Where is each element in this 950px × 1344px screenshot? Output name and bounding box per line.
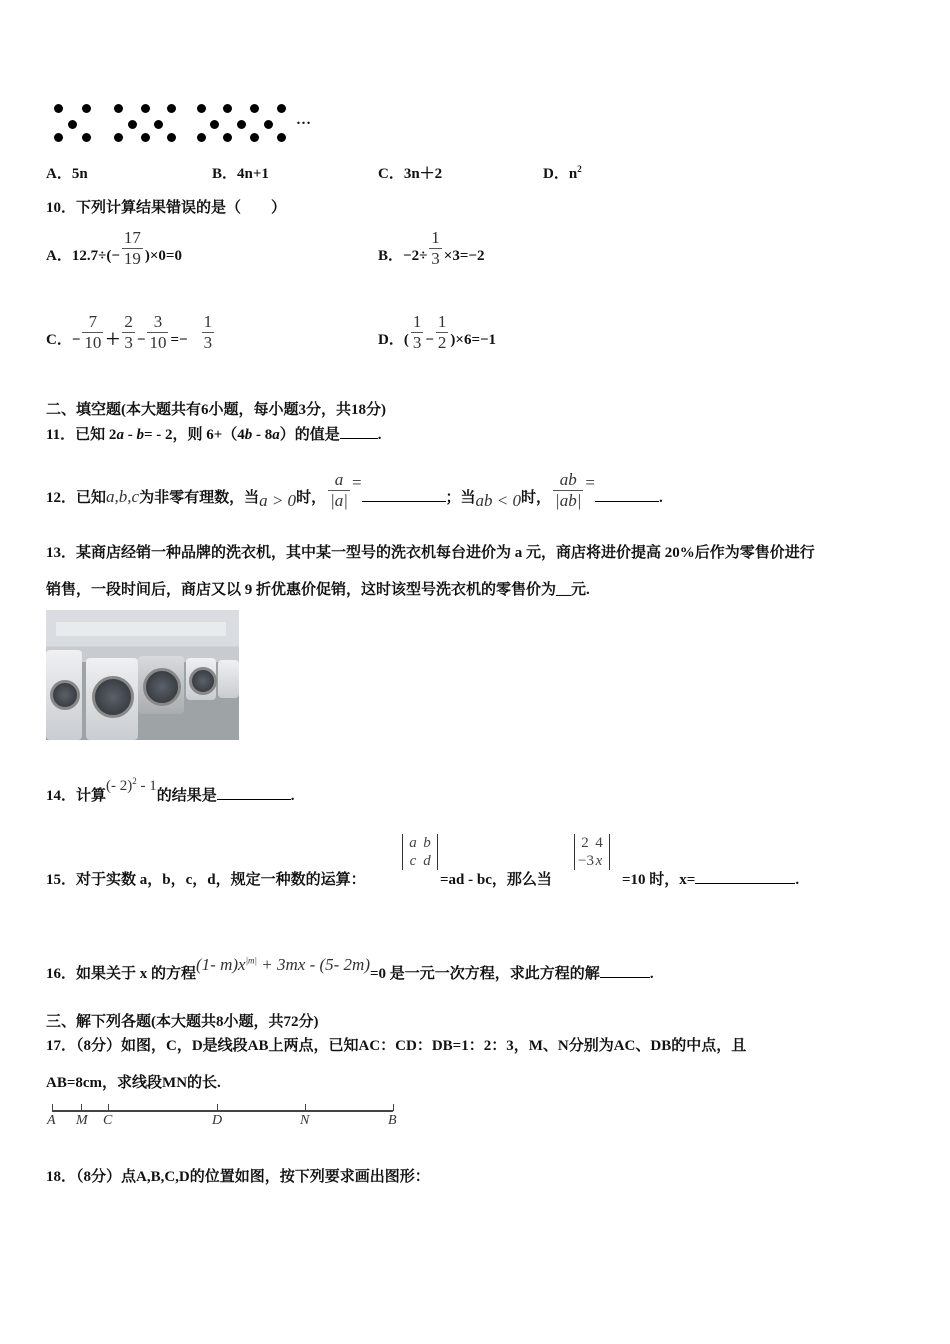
dot — [141, 133, 150, 142]
tick — [52, 1104, 53, 1111]
text: ＋ — [105, 331, 121, 348]
ellipsis: … — [296, 112, 311, 128]
q17-line2: AB=8cm，求线段MN的长. — [46, 1075, 221, 1091]
option-d-text: D．n — [543, 166, 578, 182]
q10-stem: 10．下列计算结果错误的是（ ） — [46, 200, 287, 216]
text: )×0=0 — [144, 247, 182, 264]
text: ）的值是 — [279, 427, 340, 443]
dot — [277, 104, 286, 113]
door — [143, 668, 181, 706]
cell: d — [423, 853, 431, 869]
text: =− — [170, 331, 188, 348]
dot — [250, 104, 259, 113]
expr: (1- m)x — [196, 955, 246, 974]
store-sign — [56, 622, 226, 636]
q15-mid: =ad - bc，那么当 — [440, 872, 552, 888]
denominator: 3 — [203, 333, 213, 352]
dot — [54, 133, 63, 142]
text: 14．计算 — [46, 788, 107, 804]
dot — [114, 133, 123, 142]
numerator: 1 — [437, 312, 447, 331]
var: a — [272, 427, 280, 443]
text: . — [290, 788, 295, 804]
label: C． — [46, 331, 72, 348]
section-3-heading: 三、解下列各题(本大题共8小题，共72分) — [46, 1014, 319, 1030]
denominator: |a| — [330, 491, 348, 510]
tick — [305, 1104, 306, 1111]
answer-blank[interactable] — [362, 487, 446, 502]
point-label: B — [388, 1113, 397, 1128]
text: 12．已知 — [46, 489, 107, 506]
text: − — [136, 331, 146, 348]
option-b: B．4n+1 — [212, 166, 269, 182]
equals: = — [351, 472, 362, 492]
q13-line2: 销售，一段时间后，商店又以 9 折优惠价促销，这时该型号洗衣机的零售价为__元. — [46, 582, 590, 598]
answer-blank[interactable] — [600, 963, 650, 978]
text: 11．已知 2 — [46, 427, 117, 443]
q10-option-c — [46, 312, 216, 361]
label: D． — [378, 331, 404, 348]
washing-machine — [86, 658, 138, 740]
text: − — [425, 331, 434, 348]
denominator: |ab| — [555, 491, 582, 510]
denominator: 3 — [124, 333, 133, 352]
q10-option-a — [46, 228, 182, 277]
dot — [277, 133, 286, 142]
q18: 18．（8分）点A,B,C,D的位置如图，按下列要求画出图形： — [46, 1169, 430, 1185]
numerator: 3 — [147, 312, 168, 333]
washing-machine — [138, 656, 184, 714]
fraction — [147, 312, 168, 353]
numerator: 1 — [203, 312, 213, 331]
dot — [197, 133, 206, 142]
exponent: 2 — [132, 776, 137, 786]
fraction — [82, 312, 103, 353]
text: . — [649, 966, 654, 982]
q10-option-d — [378, 312, 497, 361]
label: B． — [378, 247, 404, 264]
text: )×6=−1 — [450, 331, 497, 348]
dot — [223, 104, 232, 113]
var: b — [244, 427, 253, 443]
point-label: M — [76, 1113, 88, 1128]
text: =0 是一元一次方程，求此方程的解 — [370, 966, 600, 982]
math: ab < 0 — [475, 490, 522, 510]
q16 — [46, 955, 654, 983]
equation — [196, 955, 370, 974]
denominator: 10 — [149, 333, 167, 352]
tail: - 1 — [136, 778, 157, 794]
dot — [197, 104, 206, 113]
dot — [114, 104, 123, 113]
q15-end — [622, 868, 799, 889]
text: 为非零有理数，当 — [139, 489, 260, 506]
fraction — [411, 312, 424, 353]
text: ×3=−2 — [443, 247, 485, 264]
section-2-heading: 二、填空题(本大题共有6小题，每小题3分，共18分) — [46, 402, 386, 418]
text: 时， — [521, 489, 552, 506]
text: − — [71, 331, 81, 348]
text: 15．对于实数 a，b，c，d，规定一种数的运算： — [46, 872, 366, 888]
expression — [106, 778, 157, 794]
fraction — [202, 312, 215, 353]
text: 的结果是 — [156, 788, 217, 804]
dot — [54, 104, 63, 113]
dot — [167, 133, 176, 142]
text: ；当 — [445, 489, 476, 506]
numerator: a — [328, 470, 350, 491]
math: a > 0 — [259, 490, 297, 510]
text: −2÷ — [403, 247, 428, 264]
numerator: 7 — [82, 312, 103, 333]
q10-option-b — [378, 228, 485, 277]
denominator: 2 — [437, 333, 447, 352]
text: 时， — [296, 489, 327, 506]
answer-blank[interactable] — [340, 424, 378, 439]
cell: x — [595, 853, 603, 869]
point-label: D — [212, 1113, 223, 1128]
text: - — [123, 427, 137, 443]
text: 12.7÷(− — [71, 247, 120, 264]
q17-line1: 17．（8分）如图，C，D是线段AB上两点，已知AC：CD：DB=1：2：3，M、N分别为AC、DB的中点，且 — [46, 1038, 747, 1054]
dot — [82, 133, 91, 142]
exponent: |m| — [245, 955, 258, 966]
text: 16．如果关于 x 的方程 — [46, 966, 197, 982]
fraction — [122, 312, 135, 353]
door — [92, 676, 134, 718]
option-d-sup: 2 — [577, 164, 582, 174]
fraction — [328, 470, 350, 511]
fraction — [436, 312, 449, 353]
q11 — [46, 423, 382, 444]
text: . — [377, 427, 382, 443]
tick — [81, 1104, 82, 1111]
answer-blank[interactable] — [695, 869, 795, 884]
text: =10 时，x= — [622, 872, 696, 888]
tick — [217, 1104, 218, 1111]
tick — [393, 1104, 394, 1111]
denominator: 19 — [123, 249, 141, 268]
option-c: C．3n＋2 — [378, 166, 443, 182]
determinant-values — [574, 834, 610, 870]
q15 — [46, 868, 366, 889]
washing-machine — [46, 650, 82, 740]
text: = - 2，则 6+（4 — [143, 427, 245, 443]
washing-machine — [186, 658, 216, 700]
numerator: ab — [553, 470, 583, 491]
answer-blank[interactable] — [217, 785, 291, 800]
fraction — [122, 228, 143, 269]
point-label: A — [47, 1113, 56, 1128]
text: . — [795, 872, 800, 888]
door — [50, 680, 80, 710]
cell: −3 — [578, 853, 594, 869]
point-label: C — [103, 1113, 113, 1128]
fraction — [553, 470, 583, 511]
var: a — [116, 427, 124, 443]
numerator: 1 — [431, 228, 440, 247]
washing-machine — [218, 660, 239, 698]
option-a: A．5n — [46, 166, 88, 182]
math: a,b,c — [106, 486, 140, 506]
dot — [167, 104, 176, 113]
dot — [154, 120, 163, 129]
option-d — [543, 162, 582, 183]
dot — [264, 120, 273, 129]
cell: 2 — [581, 835, 589, 851]
text: ( — [403, 331, 409, 348]
washing-machines-photo — [46, 610, 239, 740]
expr: + 3mx - (5- 2m) — [257, 955, 370, 974]
q12 — [46, 470, 663, 519]
cell: 4 — [595, 835, 603, 851]
segment-ab — [52, 1110, 393, 1112]
dot — [128, 120, 137, 129]
dot — [237, 120, 246, 129]
tick — [108, 1104, 109, 1111]
cell: a — [409, 835, 417, 851]
base: (- 2) — [106, 778, 133, 794]
numerator: 17 — [123, 228, 141, 247]
dot — [210, 120, 219, 129]
text: - 8 — [252, 427, 273, 443]
text: . — [659, 489, 663, 506]
fraction — [429, 228, 442, 269]
determinant-abcd — [402, 834, 438, 870]
q14 — [46, 776, 295, 805]
cell: c — [409, 853, 417, 869]
equals: = — [585, 472, 595, 492]
point-label: N — [300, 1113, 310, 1128]
dot — [141, 104, 150, 113]
denominator: 3 — [412, 333, 422, 352]
numerator: 2 — [124, 312, 133, 331]
door — [189, 667, 217, 695]
denominator: 3 — [431, 249, 440, 268]
answer-blank[interactable] — [595, 487, 659, 502]
dot — [250, 133, 259, 142]
dot — [82, 104, 91, 113]
cell: b — [423, 835, 431, 851]
label: A． — [46, 247, 72, 264]
q13-line1: 13．某商店经销一种品牌的洗衣机，其中某一型号的洗衣机每台进价为 a 元，商店将进价提高 20%后作为零售价进行 — [46, 545, 815, 561]
dot — [223, 133, 232, 142]
dot — [68, 120, 77, 129]
denominator: 10 — [84, 333, 102, 352]
var: b — [136, 427, 144, 443]
numerator: 1 — [412, 312, 422, 331]
